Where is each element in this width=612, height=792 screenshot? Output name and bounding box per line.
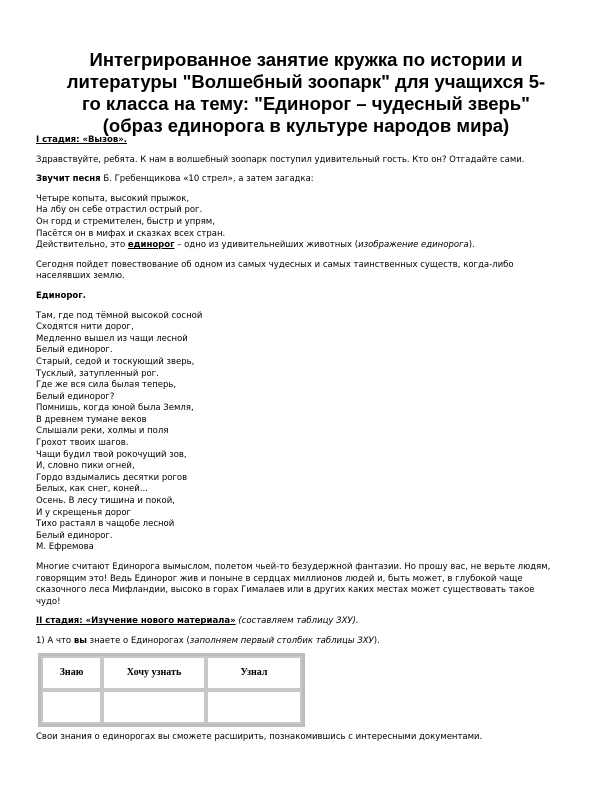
belief-paragraph: Многие считают Единорога вымыслом, полетом чьей-то безудержной фантазии. Но прошу вас, не верьте людям, говорящим это! Ведь Единорог жив и поныне в сердцах миллионов людей и, быть может, в глубокой чаще сказочного леса Мифландии, высоко в горах Гималаев или в других каких местах может существовать такое чудо! [36, 562, 551, 607]
table-header-know: Знаю [41, 656, 102, 690]
poem-line: Чащи будил твой рокочущий зов, [36, 449, 187, 460]
table-header-want-to-know: Хочу узнать [102, 656, 206, 690]
document-title [56, 49, 556, 137]
table-header-row [41, 656, 302, 690]
document-body [36, 135, 576, 743]
stage1-heading: I стадия: «Вызов». [36, 135, 127, 145]
table-row [41, 690, 302, 724]
closing-paragraph: Свои знания о единорогах вы сможете расширить, познакомившись с интересными документами. [36, 731, 483, 742]
song-text: Б. Гребенщикова «10 стрел», а затем загадка: [100, 174, 314, 185]
title-line-1: Интегрированное занятие кружка по истории и [89, 49, 523, 70]
poem-line: Осень. В лесу тишина и покой, [36, 496, 175, 507]
zhu-table [38, 653, 305, 727]
stage2-heading: II стадия: «Изучение нового материала» [36, 616, 236, 627]
poem-line: Где же вся сила былая теперь, [36, 380, 177, 391]
intro-paragraph: Сегодня пойдет повествование об одном из самых чудесных и самых таинственных существ, когда-либо населявших землю. [36, 259, 514, 282]
riddle-line: На лбу он себе отрастил острый рог. [36, 205, 203, 216]
poem-heading: Единорог. [36, 290, 86, 301]
question-paragraph: 1) А что вы знаете о Единорогах (заполняем первый столбик таблицы ЗХУ). [36, 635, 380, 646]
poem-line: Тусклый, затупленный рог. [36, 368, 159, 379]
poem-line: И, словно пики огней, [36, 461, 135, 472]
riddle-line: Четыре копыта, высокий прыжок, [36, 193, 190, 204]
table-cell-empty [206, 690, 302, 724]
riddle-answer: Действительно, это единорог – одно из удивительнейших животных (изображение единорога). [36, 240, 475, 251]
riddle-line: Пасётся он в мифах и сказках всех стран. [36, 228, 226, 239]
title-line-4: (образ единорога в культуре народов мира) [102, 115, 510, 136]
table-cell-empty [41, 690, 102, 724]
poem-line: Грохот твоих шагов. [36, 438, 129, 449]
poem-line: Белый единорог. [36, 530, 113, 541]
title-line-2: литературы "Волшебный зоопарк" для учащихся 5- [66, 71, 546, 92]
poem-line: И у скрещенья дорог [36, 507, 131, 518]
song-label: Звучит песня [36, 174, 101, 185]
poem-line: Там, где под тёмной высокой сосной [36, 310, 203, 321]
poem-line: Тихо растаял в чащобе лесной [36, 519, 175, 530]
poem-line: Помнишь, когда юной была Земля, [36, 403, 194, 414]
stage2-paragraph [36, 616, 576, 628]
riddle-line: Он горд и стремителен, быстр и упрям, [36, 216, 215, 227]
answer-word: единорог [127, 240, 175, 251]
poem-line: Медленно вышел из чащи лесной [36, 333, 188, 344]
greeting-paragraph: Здравствуйте, ребята. К нам в волшебный зоопарк поступил удивительный гость. Кто он? Отгадайте сами. [36, 154, 525, 165]
stage2-note: (составляем таблицу ЗХУ). [235, 616, 359, 627]
table-header-learned: Узнал [206, 656, 302, 690]
title-line-3: го класса на тему: "Единорог – чудесный зверь" [82, 93, 530, 114]
song-paragraph [36, 174, 576, 186]
poem [36, 311, 576, 554]
poem-line: Слышали реки, холмы и поля [36, 426, 169, 437]
poem-author: М. Ефремова [36, 542, 94, 553]
poem-line: Гордо вздымались десятки рогов [36, 472, 188, 483]
riddle [36, 194, 576, 252]
poem-line: Белый единорог. [36, 345, 113, 356]
poem-line: В древнем тумане веков [36, 414, 147, 425]
table-cell-empty [102, 690, 206, 724]
poem-line: Сходятся нити дорог, [36, 322, 134, 333]
poem-line: Белый единорог? [36, 391, 115, 402]
poem-line: Белых, как снег, коней... [36, 484, 148, 495]
poem-line: Старый, седой и тоскующий зверь, [36, 356, 195, 367]
